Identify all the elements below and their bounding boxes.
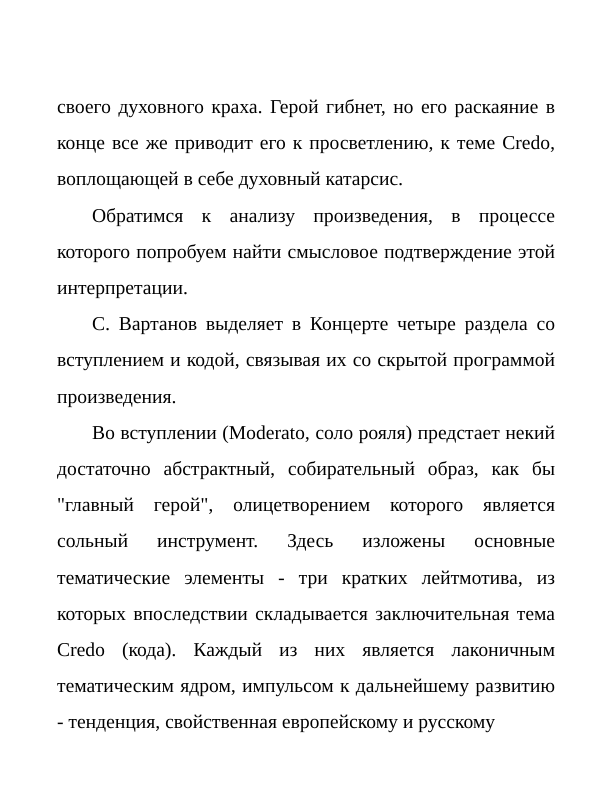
body-text (57, 90, 555, 742)
paragraph-analysis-intro: Обратимся к анализу произведения, в процессе которого попробуем найти смысловое подтверждение этой интерпретации. (57, 205, 555, 300)
paragraph-continuation: своего духовного краха. Герой гибнет, но его раскаяние в конце все же приводит его к просветлению, к теме Credo, воплощающей в себе духовный катарсис. (57, 97, 555, 191)
paragraph-sections: С. Вартанов выделяет в Концерте четыре раздела со вступлением и кодой, связывая их со скрытой программой произведения. (57, 314, 555, 408)
paragraph-introduction: Во вступлении (Moderato, соло рояля) предстает некий достаточно абстрактный, собирательный образ, как бы "главный герой", олицетворением которого является сольный инструмент. Здесь изложены основные тематические элементы - три кратких лейтмотива, из которых впоследствии складывается заключительная тема Credo (кода). Каждый из них является лаконичным тематическим ядром, импульсом к дальнейшему развитию - тенденция, свойственная европейскому и русскому (57, 422, 555, 734)
